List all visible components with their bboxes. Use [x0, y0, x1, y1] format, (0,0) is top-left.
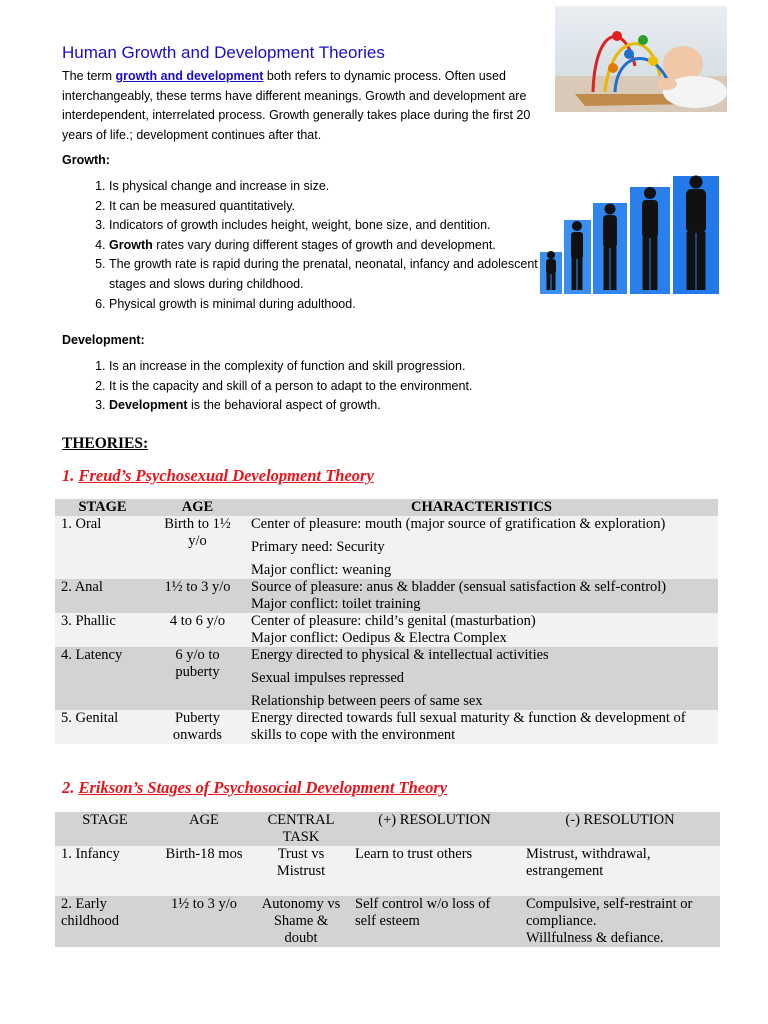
characteristics-cell [245, 579, 718, 613]
erikson-heading [62, 778, 447, 798]
characteristic: Primary need: Security [251, 539, 385, 555]
column-header: STAGE [82, 812, 128, 828]
age-cell: 1½ to 3 y/o [164, 579, 231, 595]
resolution-text: Compulsive, self-restraint or compliance. [526, 896, 693, 929]
list-item: 1. Is physical change and increase in size. [109, 177, 549, 197]
stage-cell: 2. Early childhood [61, 896, 119, 929]
column-header: AGE [181, 499, 214, 515]
table-row [55, 579, 718, 613]
list-item [109, 396, 569, 416]
list-item: 1. Is an increase in the complexity of function and skill progression. [109, 357, 569, 377]
section-title: Freud’s Psychosexual Development Theory [78, 466, 374, 485]
table-header-row [55, 499, 718, 516]
section-number: 2. [62, 778, 79, 797]
table-row [55, 896, 720, 947]
intro-text-rest: both refers to dynamic process. Often used interchangeably, these terms have different meanings. Growth and development are interdependent, interrelated process. Growth generally takes place during the first 20 years of life.; development continues after that. [62, 69, 531, 142]
column-header: AGE [189, 812, 219, 828]
positive-resolution-cell: Learn to trust others [355, 846, 473, 862]
list-item: 5. The growth rate is rapid during the prenatal, neonatal, infancy and adolescent stages and slows during childhood. [109, 255, 549, 294]
characteristic: Source of pleasure: anus & bladder (sensual satisfaction & self-control) [251, 579, 667, 595]
column-header: CENTRAL TASK [267, 812, 335, 845]
stage-cell: 5. Genital [61, 710, 119, 726]
characteristic: Center of pleasure: child’s genital (masturbation) [251, 613, 536, 629]
characteristic: Energy directed to physical & intellectual activities [251, 647, 549, 663]
development-label: Development: [62, 333, 145, 347]
document-title: Human Growth and Development Theories [62, 43, 385, 62]
stage-cell: 4. Latency [61, 647, 123, 663]
stage-cell: 2. Anal [61, 579, 103, 595]
list-item: 3. Indicators of growth includes height, weight, bone size, and dentition. [109, 216, 549, 236]
characteristics-cell [245, 516, 718, 579]
task-cell: Trust vs Mistrust [276, 846, 326, 879]
item-text: rates vary during different stages of growth and development. [152, 237, 496, 252]
characteristic: Major conflict: weaning [251, 562, 392, 578]
resolution-text: Mistrust, withdrawal, estrangement [526, 846, 651, 879]
baby-toy-photo [555, 6, 727, 112]
stage-cell: 1. Infancy [61, 846, 120, 862]
characteristic: Major conflict: Oedipus & Electra Complex [251, 630, 507, 646]
list-item: 6. Physical growth is minimal during adulthood. [109, 295, 549, 315]
age-cell: Birth-18 mos [165, 846, 243, 862]
resolution-text: Willfulness & defiance. [526, 930, 664, 946]
theories-heading: THEORIES: [62, 435, 149, 452]
column-header: CHARACTERISTICS [410, 499, 552, 515]
table-row [55, 846, 720, 896]
growth-silhouettes-figure [540, 174, 720, 294]
characteristic: Sexual impulses repressed [251, 670, 405, 686]
characteristics-cell [245, 613, 718, 647]
stage-cell: 1. Oral [61, 516, 102, 532]
list-item: 2. It is the capacity and skill of a person to adapt to the environment. [109, 377, 569, 397]
table-row [55, 647, 718, 710]
column-header: (-) RESOLUTION [565, 812, 675, 828]
stage-cell: 3. Phallic [61, 613, 116, 629]
growth-label: Growth: [62, 153, 110, 167]
age-cell: Birth to 1½ y/o [164, 516, 231, 549]
negative-resolution-cell [520, 896, 720, 947]
growth-list [62, 177, 549, 314]
intro-text-start: The term [62, 69, 116, 83]
positive-resolution-cell: Self control w/o loss of self esteem [355, 896, 491, 929]
section-number: 1. [62, 466, 79, 485]
item-text: is the behavioral aspect of growth. [187, 398, 381, 413]
list-item: 2. It can be measured quantitatively. [109, 197, 549, 217]
section-title: Erikson’s Stages of Psychosocial Development Theory [78, 778, 448, 797]
freud-heading [62, 466, 374, 486]
age-cell: Puberty onwards [172, 710, 223, 743]
freud-table [55, 499, 718, 744]
characteristics-cell [245, 710, 718, 744]
task-cell: Autonomy vs Shame & doubt [261, 896, 341, 946]
table-row [55, 516, 718, 579]
table-header-row [55, 812, 720, 846]
negative-resolution-cell [520, 846, 720, 896]
age-cell: 4 to 6 y/o [169, 613, 226, 629]
development-list [62, 357, 569, 416]
intro-paragraph [62, 67, 554, 145]
growth-and-development-link[interactable]: growth and development [115, 69, 264, 83]
characteristic: Energy directed towards full sexual maturity & function & development of skills to cope with the environment [251, 710, 686, 743]
characteristic: Center of pleasure: mouth (major source of gratification & exploration) [251, 516, 666, 532]
characteristic: Major conflict: toilet training [251, 596, 421, 612]
erikson-table [55, 812, 720, 947]
column-header: STAGE [78, 499, 127, 515]
age-cell: 1½ to 3 y/o [170, 896, 238, 912]
column-header: (+) RESOLUTION [378, 812, 491, 828]
age-cell: 6 y/o to puberty [175, 647, 220, 680]
list-item [109, 236, 549, 256]
table-row [55, 710, 718, 744]
characteristic: Relationship between peers of same sex [251, 693, 483, 709]
table-row [55, 613, 718, 647]
bold-term: Development [109, 398, 188, 413]
characteristics-cell [245, 647, 718, 710]
bold-term: Growth [109, 237, 153, 252]
